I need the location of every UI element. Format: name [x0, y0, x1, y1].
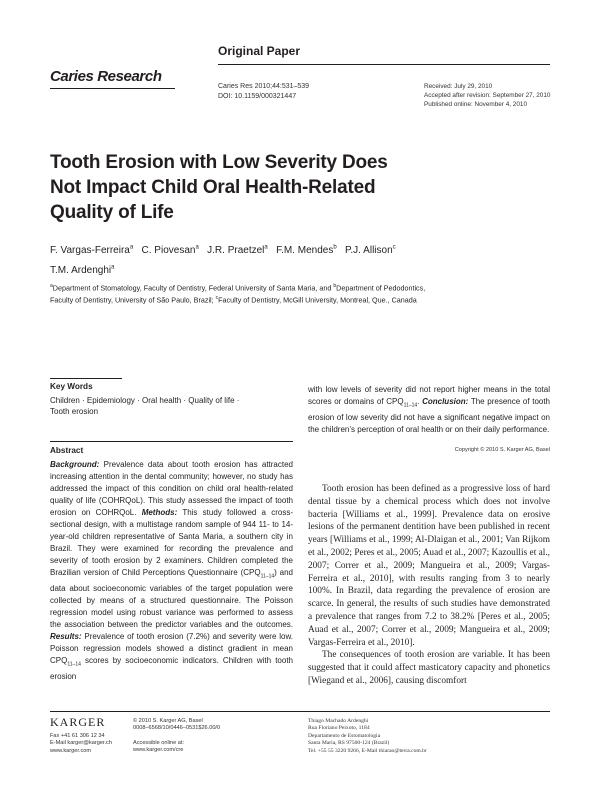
published-date: Published online: November 4, 2010 — [424, 101, 528, 108]
author: F. Vargas-Ferreira$^a$ — [50, 245, 134, 257]
publisher-email[interactable]: E-Mail karger@karger.ch — [50, 740, 112, 747]
abstract-heading: Abstract — [50, 446, 84, 455]
keywords-rule — [50, 378, 122, 379]
abstract-copyright: Copyright © 2010 S. Karger AG, Basel — [454, 447, 550, 453]
title-line: Quality of Life — [50, 202, 174, 223]
title-line: Not Impact Child Oral Health-Related — [50, 177, 376, 198]
article-title — [50, 150, 470, 225]
author: F.M. Mendes$^b$ — [276, 245, 337, 257]
body-paragraph: The consequences of tooth erosion are variable. It has been suggested that it could affect masticatory capacity and phonetics [Wiegand et al., 2006], causing discomfort — [308, 650, 550, 686]
keywords-list: Children · Epidemiology · Oral health · Quality of life · Tooth erosion — [50, 396, 240, 416]
author: C. Piovesan$^a$ — [141, 245, 199, 257]
publisher-contact: Fax +41 61 306 12 34 E-Mail karger@karger.ch www.karger.com — [50, 733, 112, 754]
publisher-website[interactable]: www.karger.com — [50, 747, 92, 754]
received-date: Received: July 29, 2010 — [424, 83, 493, 90]
header-rule-top — [218, 64, 550, 65]
doi[interactable]: DOI: 10.1159/000321447 — [218, 93, 297, 100]
publication-info: © 2010 S. Karger AG, Basel 0008–6568/10/0446–0531$26.00/0 Accessible online at: www.karger.com/cre — [133, 718, 221, 754]
abstract-continued: with low levels of severity did not report higher means in the total scores or domains of $CPQ_{11-14}$. Conclusion: The presence of tooth erosion of low severity did not have a significant negative impact on the children’s perception of oral health or on their daily performance. — [308, 385, 551, 434]
journal-url[interactable]: www.karger.com/cre — [133, 747, 184, 754]
author-list — [50, 240, 530, 279]
author: J.R. Praetzel$^a$ — [207, 245, 268, 257]
abstract-text: Background: Prevalence data about tooth erosion has attracted increasing attention in the dental community; however, no study has addressed the impact of this condition on child oral health-related quality of life (COHRQoL). This study assessed the impact of tooth erosion on COHRQoL. Methods: This study followed a cross-sectional design, with a multistage random sample of 944 11- to 14-year-old children representative of Santa Maria, a southern city in Brazil. They were examined for recording the prevalence and severity of tooth erosion by 2 examiners. Children completed the Brazilian version of Child Perceptions Questionnaire $(CPQ_{11-14})$ and data about socioeconomic variables of the target population were collected by means of a structured questionnaire. The Poisson regression model using robust variance was performed to assess the association between the predictor variables and the outcomes. Results: Prevalence of tooth erosion (7.2%) and severity were low. Poisson regression models showed a distinct gradient in mean $CPQ_{11-14}$ scores by socioeconomic indicators. Children with tooth erosion — [50, 460, 294, 681]
correspondence: Thiago Machado Ardenghi Rua Floriano Peixoto, 1184 Departamento de Estomatologia Santa Maria, RS 97500-124 (Brazil) Tel. +55 55 3220 9266, E-Mail thiarao@terra.com.br — [308, 718, 427, 754]
keywords-heading: Key Words — [50, 382, 93, 391]
affiliations: $^a$Department of Stomatology, Faculty of Dentistry, Federal University of Santa Maria, and $^b$Department of Pedodontics, Faculty of Dentistry, University of São Paulo, Brazil; $^c$Faculty of Dentistry, McGill University, Montreal, Que., Canada — [50, 283, 426, 305]
article-type-label: Original Paper — [218, 44, 301, 58]
publisher-logo: KARGER — [50, 715, 106, 729]
journal-logo-underline — [50, 88, 175, 89]
body-paragraph: Tooth erosion has been defined as a progressive loss of hard dental tissue by a chemical process which does not involve bacteria [Williams et al., 1999]. Prevalence data on erosive lesions of the permanent dentition have been published in recent years [Williams et al., 1999; Al-Dlaigan et al., 2001; Van Rijkom et al., 2002; Peres et al., 2005; Auad et al., 2007; Kazoullis et al., 2007; Correr et al., 2009; Mangueira et al., 2009; Vargas-Ferreira et al., 2010], with results ranging from 3 to nearly 100%. In Brazil, data regarding the prevalence of erosion are scarce. In general, the results of such studies have demonstrated a prevalence that ranges from 7.2 to 38.2% [Peres et al., 2005; Auad et al., 2007; Correr et al., 2009; Mangueira et al., 2009; Vargas-Ferreira et al., 2010]. — [308, 484, 550, 648]
author: T.M. Ardenghi$^a$ — [50, 264, 115, 276]
author: P.J. Allison$^c$ — [345, 245, 396, 257]
citation: Caries Res 2010;44:531–539 — [218, 83, 310, 90]
correspondence-contact[interactable]: Tel. +55 55 3220 9266, E-Mail thiarao@terra.com.br — [308, 747, 427, 754]
dates-block — [424, 82, 550, 109]
journal-logo: Caries Research — [50, 68, 162, 85]
accepted-date: Accepted after revision: September 27, 2010 — [424, 92, 551, 99]
title-line: Tooth Erosion with Low Severity Does — [50, 152, 388, 173]
body-text — [308, 483, 550, 688]
citation-block — [218, 82, 309, 102]
footer-rule — [50, 711, 550, 712]
abstract-rule — [50, 441, 293, 442]
